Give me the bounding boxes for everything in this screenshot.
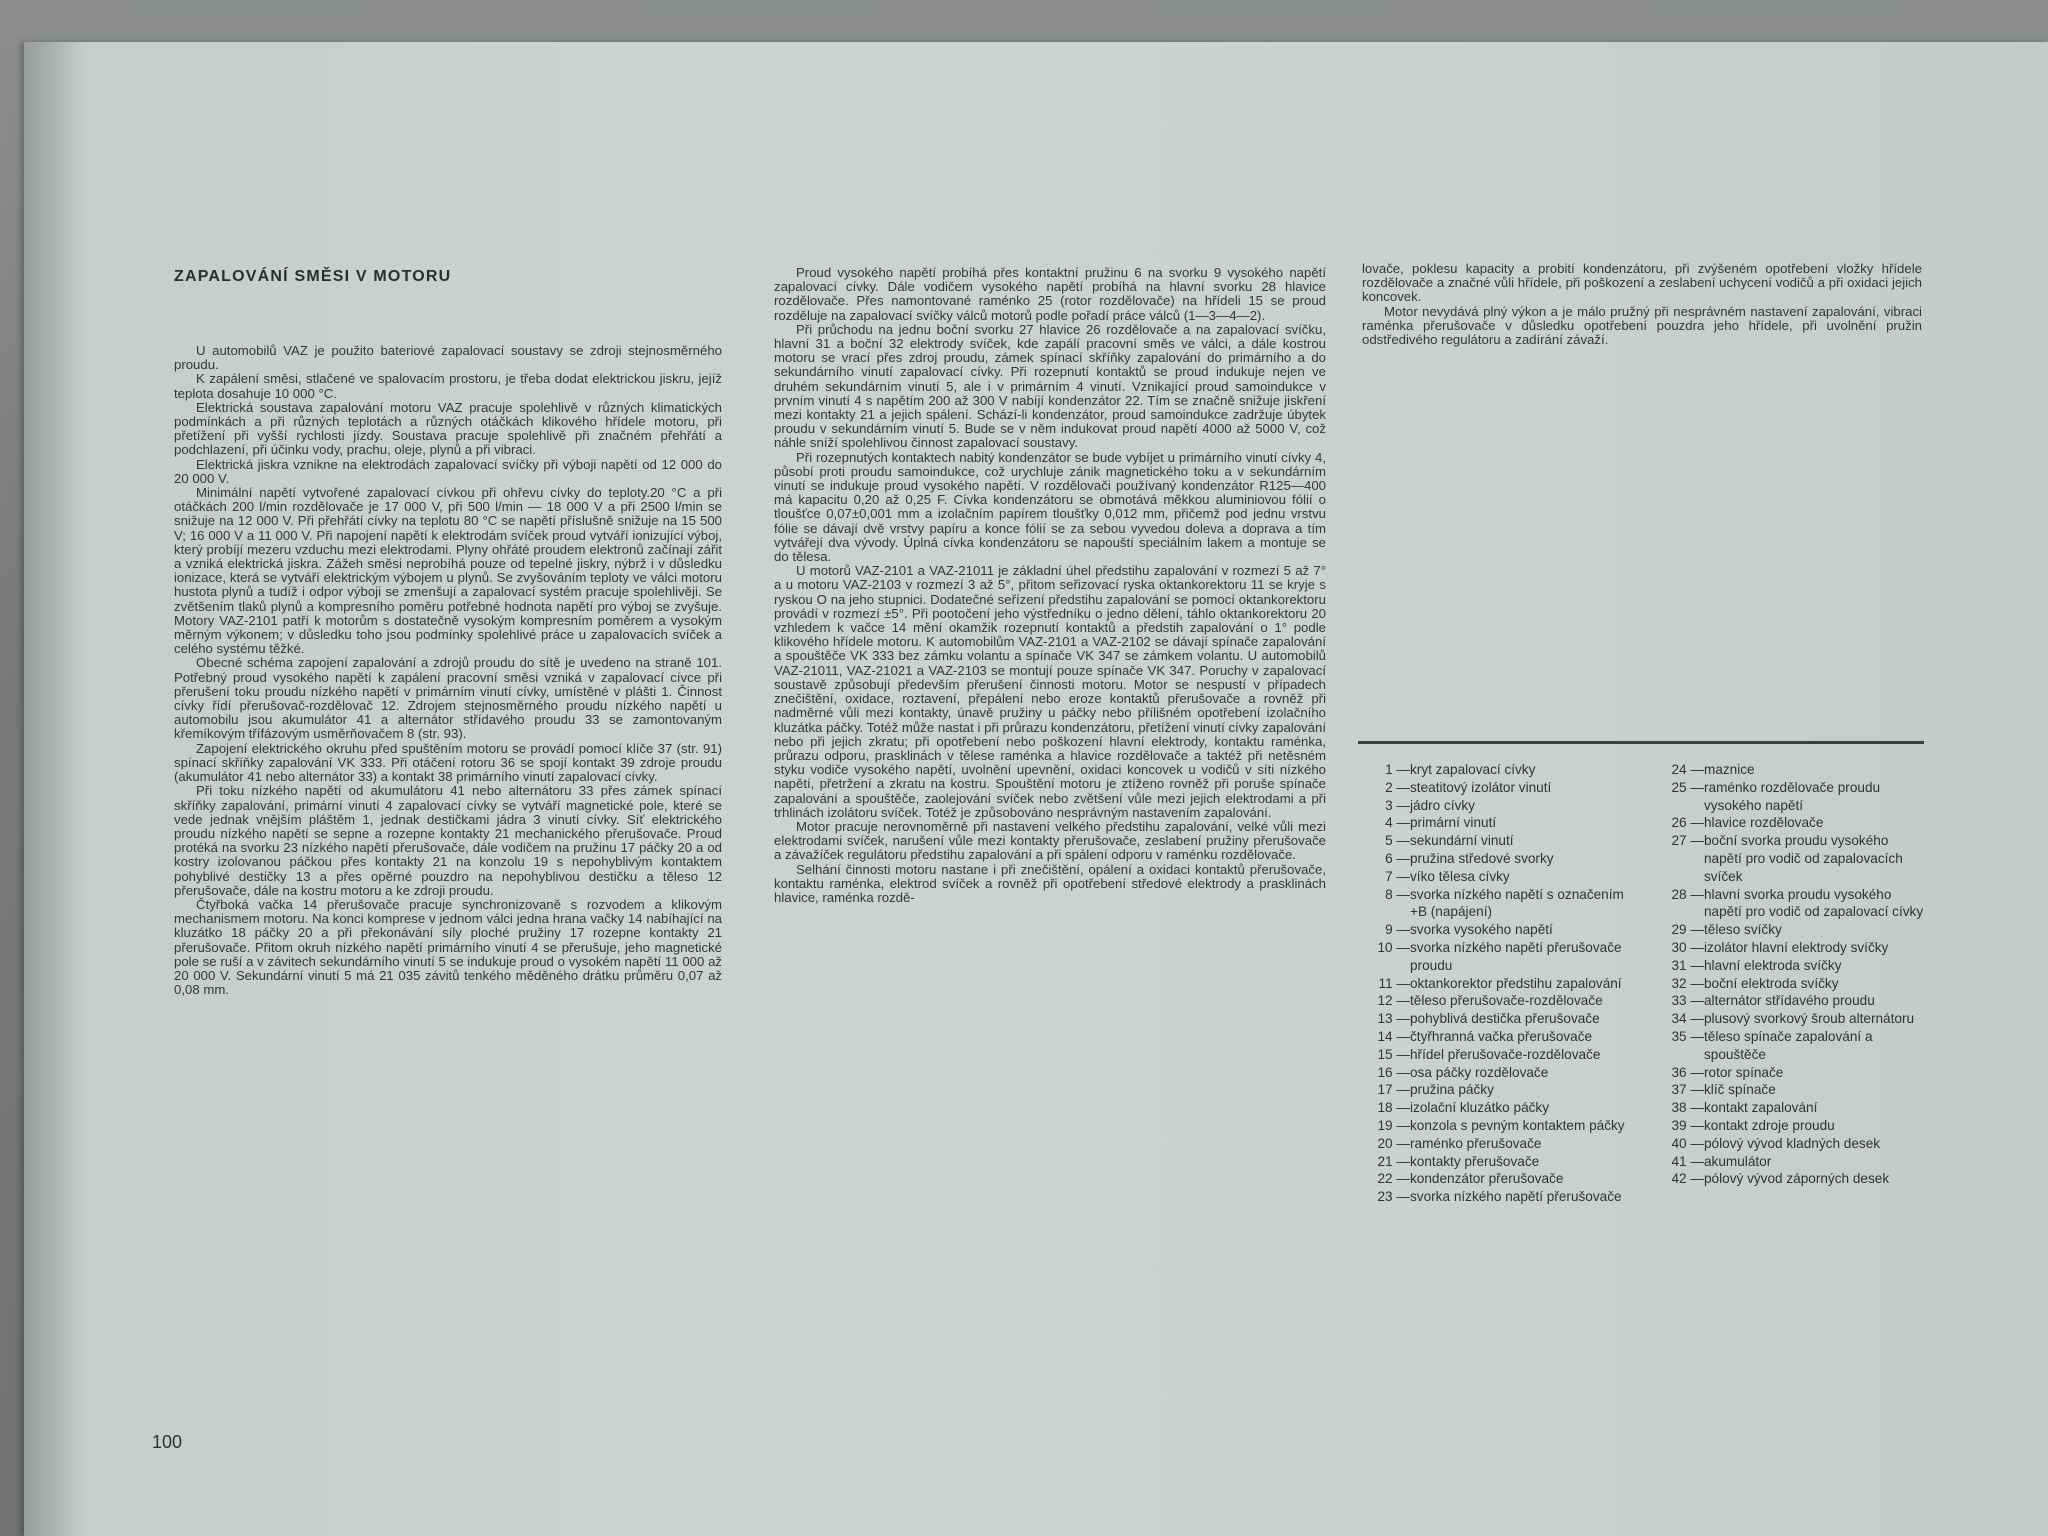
legend-number: 31 —: [1671, 957, 1704, 973]
text-column-3: [1362, 262, 1922, 347]
legend-number: 35 —: [1671, 1028, 1704, 1044]
legend-text: těleso svíčky: [1704, 922, 1782, 938]
legend-number: 34 —: [1671, 1011, 1704, 1027]
legend-text: klíč spínače: [1704, 1082, 1776, 1098]
legend-item: [1652, 1064, 1924, 1082]
legend-text: alternátor střídavého proudu: [1704, 993, 1875, 1009]
legend-text: kondenzátor přerušovače: [1410, 1171, 1564, 1187]
page-title: ZAPALOVÁNÍ SMĚSI V MOTORU: [174, 268, 452, 285]
legend-number: 4 —: [1385, 815, 1410, 831]
legend-item: [1652, 921, 1924, 939]
paragraph: Minimální napětí vytvořené zapalovací cívkou při ohřevu cívky do teploty.20 °C a při otáčkách 200 l/min rozdělovače je 17 000 V, při 500 l/min — 18 000 V a při 2500 l/min se snižuje na 12 000 V. Při přehřátí cívky na teplotu 80 °C se napětí příslušně snižuje na 15 500 V; 16 000 V a 11 000 V. Při napojení napětí k elektrodám svíček proud vytváří ionizující výboj, který probíjí mezeru vzduchu mezi elektrodami. Plyny ohřáté proudem elektronů začínají zářit a vzniká elektrická jiskra. Zážeh směsi neprobíhá pouze od tepelné jiskry, nýbrž i v důsledku ionizace, která se vytváří elektrickým výbojem u plynů. Se zvyšováním teploty ve válci motoru hustota plynů a tudíž i odpor výboji se zmenšují a zapalovací systém pracuje spolehlivěji. Se zvětšením tlaků plynů a kompresního poměru potřebné hodnota napětí pro výboj se zvyšuje. Motory VAZ-2101 patří k motorům s dostatečně vysokým kompresním poměrem a vysokým měrným výkonem; v důsledku toho jsou podmínky spolehlivé práce u zapalovacích svíček a celého systému těžké.: [174, 485, 722, 657]
legend-item: [1358, 1188, 1626, 1206]
legend-text: raménko přerušovače: [1410, 1135, 1542, 1151]
legend-text: jádro cívky: [1410, 797, 1475, 813]
legend-item: [1358, 939, 1626, 975]
legend-item: [1358, 975, 1626, 993]
legend-text: plusový svorkový šroub alternátoru: [1704, 1011, 1915, 1027]
legend-item: [1358, 779, 1626, 797]
legend-number: 5 —: [1385, 833, 1410, 849]
legend-number: 23 —: [1377, 1189, 1410, 1205]
legend-item: [1358, 1170, 1626, 1188]
legend-item: [1652, 1099, 1924, 1117]
page-binding-shadow: [24, 42, 84, 1536]
legend-number: 1 —: [1385, 762, 1410, 777]
legend-number: 10 —: [1377, 939, 1410, 955]
legend-text: hlavní svorka proudu vysokého napětí pro vodič od zapalovací cívky: [1704, 886, 1924, 920]
text-column-1: [174, 344, 722, 997]
legend-item: [1358, 886, 1626, 922]
legend-number: 32 —: [1671, 975, 1704, 991]
legend-item: [1652, 886, 1924, 922]
legend-item: [1652, 814, 1924, 832]
legend-item: [1358, 1028, 1626, 1046]
legend-text: akumulátor: [1704, 1153, 1772, 1169]
legend-item: [1652, 939, 1924, 957]
legend-item: [1358, 761, 1626, 779]
legend-number: 33 —: [1671, 993, 1704, 1009]
paragraph: lovače, poklesu kapacity a probití kondenzátoru, při zvýšeném opotřebení vložky hřídele rozdělovače a značné vůli hřídele, při poškození a zeslabení uchycení vodičů a při oxidaci jejich koncovek.: [1362, 261, 1922, 305]
legend-item: [1358, 1099, 1626, 1117]
legend-text: svorka nízkého napětí přerušovače: [1410, 1189, 1622, 1205]
legend-item: [1652, 832, 1924, 885]
legend-text: hlavní elektroda svíčky: [1704, 957, 1842, 973]
legend-item: [1358, 832, 1626, 850]
paragraph: Při průchodu na jednu boční svorku 27 hlavice 26 rozdělovače a na zapalovací svíčku, hlavní 31 a boční 32 elektrody svíček, kde zapálí pracovní směs ve válci, a dále kostrou motoru se vrací přes zdroj proudu, zámek spínací skříňky zapalování do primárního a do sekundárního vinutí zapalovací cívky. Při rozepnutí kontaktů se proud indukuje nejen ve druhém sekundárním vinutí 5, ale i v primárním 4 vinutí. Vznikající proud samoindukce v prvním vinutí 4 s napětím 200 až 300 V nabíjí kondenzátor 22. Tím se značně snižuje jiskření mezi kontakty 21 a jejich spálení. Schází-li kondenzátor, proud samoindukce zadržuje úbytek proudu v sekundárním vinutí 5. Bude se v něm indukovat proud napětí 4000 až 5000 V, což náhle sníží spolehlivou činnost zapalovací soustavy.: [774, 321, 1326, 451]
paragraph: K zapálení směsi, stlačené ve spalovacím prostoru, je třeba dodat elektrickou jiskru, jejíž teplota dosahuje 10 000 °C.: [174, 371, 722, 401]
legend-item: [1652, 1153, 1924, 1171]
legend-number: 12 —: [1377, 993, 1410, 1009]
legend-item: [1358, 1117, 1626, 1135]
legend-text: čtyřhranná vačka přerušovače: [1410, 1028, 1593, 1044]
paragraph: Proud vysokého napětí probíhá přes kontaktní pružinu 6 na svorku 9 vysokého napětí zapalovací cívky. Dále vodičem vysokého napětí probíhá na hlavní svorku 28 hlavice rozdělovače. Přes namontované raménko 25 (rotor rozdělovače) na hřídeli 15 se proud rozděluje na zapalovací svíčky válců motorů podle pořadí práce válců (1—3—4—2).: [774, 265, 1326, 323]
legend-item: [1652, 779, 1924, 815]
paragraph: Čtyřboká vačka 14 přerušovače pracuje synchronizovaně s rozvodem a klikovým mechanismem motoru. Na konci komprese v jednom válci jedna hrana vačky 14 nabíhající na kluzátko 18 páčky 20 a při překonávání síly ploché pružiny 17 rozepne kontakty 21 přerušovače. Přitom okruh nízkého napětí primárního vinutí 4 se přerušuje, jeho magnetické pole se ruší a v závitech sekundárního vinutí 5 se indukuje proud o vysokém napětí 11 000 až 20 000 V. Sekundární vinutí 5 má 21 035 závitů tenkého měděného drátku průměru 0,07 až 0,08 mm.: [174, 896, 722, 998]
paragraph: Zapojení elektrického okruhu před spuštěním motoru se provádí pomocí klíče 37 (str. 91) spínací skříňky zapalování VK 333. Při otáčení rotoru 36 se spojí kontakt 39 zdroje proudu (akumulátor 41 nebo alternátor 33) a kontakt 38 primárního vinutí zapalovací cívky.: [174, 740, 722, 785]
page-number: 100: [152, 1432, 183, 1452]
legend-list-right: [1652, 761, 1924, 1188]
legend-number: 15 —: [1377, 1046, 1410, 1062]
paragraph: U motorů VAZ-2101 a VAZ-21011 je základní úhel předstihu zapalování v rozmezí 5 až 7° a u motoru VAZ-2103 v rozmezí 3 až 5°, přitom seřizovací ryska oktankorektoru 11 se kryje s ryskou O na jeho stupnici. Dodatečné seřízení předstihu zapalování se pomocí oktankorektoru provádí v rozmezí ±5°. Při pootočení jeho výstředníku o jedno dělení, táhlo oktankorektoru 20 vzhledem k vačce 14 mění okamžik rozepnutí kontaktů a předstih zapalování o 1° podle klikového hřídele motoru. K automobilům VAZ-2101 a VAZ-2102 se dávají spínače zapalování a spouštěče VK 333 bez zámku volantu a spínače VK 347 se zámkem volantu. U automobilů VAZ-21011, VAZ-21021 a VAZ-2103 se montují pouze spínače VK 347. Poruchy v zapalovací soustavě způsobují především přerušení činnosti motoru. Motor se nespustí v případech znečištění, oxidace, roztavení, přepálení nebo eroze kontaktů přerušovače a rovněž při nadměrné vůli mezi kontakty, únavě pružiny u páčky nebo přílišném opotřebení izolačního kluzátka páčky. Totéž může nastat i při průrazu kondenzátoru, přetížení vinutí cívky zapalování nebo při jejich zkratu; při opotřebení nebo poškození hlavní elektrody, kontaktu raménka, průrazu odporu, prasklinách v tělese raménka a hlavice rozdělovače a taktéž při netěsném styku vodiče vysokého napětí, uvolnění upevnění, oxidaci koncovek u vodičů v síti nízkého napětí, přetržení a zkratu na kostru. Spouštění motoru je ztíženo rovněž při poruše spínače zapalování a spouštěče, zaolejování svíček nebo zvětšení vůle mezi jejich elektrodami a při trhlinách izolátoru svíček. Totéž je způsobováno nesprávným nastavením zapalování.: [774, 563, 1326, 820]
legend-number: 18 —: [1377, 1100, 1410, 1116]
legend-number: 8 —: [1385, 886, 1410, 902]
legend-number: 3 —: [1385, 797, 1410, 813]
legend-number: 37 —: [1671, 1082, 1704, 1098]
legend-text: boční elektroda svíčky: [1704, 975, 1839, 991]
legend-item: [1358, 850, 1626, 868]
legend-text: pružina páčky: [1410, 1082, 1494, 1098]
legend-number: 25 —: [1671, 779, 1704, 795]
legend-number: 19 —: [1377, 1117, 1410, 1133]
legend-number: 29 —: [1671, 922, 1704, 938]
legend-number: 17 —: [1377, 1082, 1410, 1098]
legend-text: hlavice rozdělovače: [1704, 815, 1824, 831]
legend-list-left: [1358, 761, 1626, 1206]
legend-item: [1652, 1170, 1924, 1188]
legend-number: 28 —: [1671, 886, 1704, 902]
legend-number: 26 —: [1671, 815, 1704, 831]
legend-item: [1358, 868, 1626, 886]
legend-text: sekundární vinutí: [1410, 833, 1514, 849]
legend-number: 9 —: [1385, 922, 1410, 938]
legend-text: rotor spínače: [1704, 1064, 1784, 1080]
legend-text: těleso spínače zapalování a spouštěče: [1704, 1028, 1873, 1062]
legend-text: kontakty přerušovače: [1410, 1153, 1540, 1169]
legend-number: 16 —: [1377, 1064, 1410, 1080]
legend-item: [1358, 992, 1626, 1010]
legend-number: 7 —: [1385, 868, 1410, 884]
legend-number: 39 —: [1671, 1117, 1704, 1133]
legend-number: 27 —: [1671, 833, 1704, 849]
legend-text: izolátor hlavní elektrody svíčky: [1704, 939, 1889, 955]
legend-item: [1652, 1010, 1924, 1028]
legend-text: pólový vývod kladných desek: [1704, 1135, 1881, 1151]
legend-item: [1358, 797, 1626, 815]
legend-text: pólový vývod záporných desek: [1704, 1171, 1890, 1187]
legend-item: [1358, 1081, 1626, 1099]
legend-number: 2 —: [1385, 779, 1410, 795]
legend-text: maznice: [1704, 762, 1755, 777]
legend-item: [1358, 1064, 1626, 1082]
legend-item: [1652, 1135, 1924, 1153]
legend-number: 41 —: [1671, 1153, 1704, 1169]
legend-item: [1358, 1153, 1626, 1171]
paragraph: Elektrická soustava zapalování motoru VAZ pracuje spolehlivě v různých klimatických podmínkách a při různých teplotách a různých otáčkách klikového hřídele motoru, při přetížení při vyšší rychlosti jízdy. Soustava pracuje spolehlivě při značném přehřátí a podchlazení, při účinku vody, prachu, oleje, plynů a při vibraci.: [174, 399, 722, 458]
legend-item: [1358, 1135, 1626, 1153]
legend-text: svorka vysokého napětí: [1410, 922, 1553, 938]
legend-number: 40 —: [1671, 1135, 1704, 1151]
legend-item: [1652, 1028, 1924, 1064]
legend-text: primární vinutí: [1410, 815, 1497, 831]
legend-text: raménko rozdělovače proudu vysokého napětí: [1704, 779, 1881, 813]
paragraph: Elektrická jiskra vznikne na elektrodách zapalovací svíčky při výboji napětí od 12 000 do 20 000 V.: [174, 456, 722, 486]
legend-number: 11 —: [1378, 975, 1410, 991]
legend-number: 24 —: [1671, 762, 1704, 777]
legend-item: [1358, 1046, 1626, 1064]
legend-number: 36 —: [1671, 1064, 1704, 1080]
legend-number: 38 —: [1671, 1100, 1704, 1116]
legend-text: svorka nízkého napětí přerušovače proudu: [1410, 939, 1622, 973]
legend-item: [1652, 992, 1924, 1010]
text-column-2: [774, 266, 1326, 905]
legend-divider: [1358, 741, 1924, 744]
legend-text: pružina středové svorky: [1410, 850, 1554, 866]
legend-text: kryt zapalovací cívky: [1410, 762, 1536, 777]
legend-item: [1652, 957, 1924, 975]
legend-text: hřídel přerušovače-rozdělovače: [1410, 1046, 1601, 1062]
legend-number: 22 —: [1377, 1171, 1410, 1187]
legend-number: 14 —: [1377, 1028, 1410, 1044]
legend-text: izolační kluzátko páčky: [1410, 1100, 1550, 1116]
legend-text: svorka nízkého napětí s označením +B (napájení): [1410, 886, 1624, 920]
paragraph: Obecné schéma zapojení zapalování a zdrojů proudu do sítě je uvedeno na straně 101. Potřebný proud vysokého napětí k zapálení pracovní směsi vzniká v zapalovací cívce při přerušení toku proudu nízkého napětí v primárním vinutí cívky, umístěné v plášti 1. Činnost cívky řídí přerušovač-rozdělovač 12. Zdrojem stejnosměrného proudu nízkého napětí u automobilu jsou akumulátor 41 a alternátor střídavého proudu 33 se zamontovaným křemíkovým třífázovým usměrňovačem 8 (str. 93).: [174, 655, 722, 742]
legend-item: [1652, 761, 1924, 779]
legend-item: [1652, 975, 1924, 993]
legend-text: těleso přerušovače-rozdělovače: [1410, 993, 1603, 1009]
legend-text: víko tělesa cívky: [1410, 868, 1510, 884]
paragraph: Selhání činnosti motoru nastane i při znečištění, opálení a oxidaci kontaktů přerušovače, kontaktu raménka, elektrod svíček a rovněž při opotřebení středové elektrody a prasklinách hlavice, raménka rozdě-: [774, 861, 1326, 905]
legend-item: [1358, 1010, 1626, 1028]
legend-number: 21 —: [1377, 1153, 1410, 1169]
legend-text: kontakt zdroje proudu: [1704, 1117, 1835, 1133]
legend-item: [1652, 1081, 1924, 1099]
legend-item: [1652, 1117, 1924, 1135]
legend-text: kontakt zapalování: [1704, 1100, 1818, 1116]
paragraph: U automobilů VAZ je použito bateriové zapalovací soustavy se zdroji stejnosměrného proudu.: [174, 343, 722, 373]
paragraph: Motor nevydává plný výkon a je málo pružný při nesprávném nastavení zapalování, vibraci raménka přerušovače v důsledku opotřebení pouzdra jeho hřídele, při uvolnění pružin odstředivého regulátoru a zadírání závaží.: [1362, 303, 1922, 348]
legend-text: konzola s pevným kontaktem páčky: [1410, 1117, 1625, 1133]
legend-text: boční svorka proudu vysokého napětí pro vodič od zapalovacích svíček: [1704, 833, 1903, 884]
paragraph: Při toku nízkého napětí od akumulátoru 41 nebo alternátoru 33 přes zámek spínací skříňky zapalování, primární vinutí 4 zapalovací cívky se vytváří magnetické pole, které se vede jednak vnějším pláštěm 1, jednak destičkami jádra 3 vinutí cívky. Síť elektrického proudu nízkého napětí se sepne a rozepne kontakty 21 mechanického přerušovače. Proud protéká na svorku 23 nízkého napětí přerušovače, dále vodičem na pružinu 17 páčky 20 a od kostry izolovanou páčkou přes kontakty 21 na konzolu 19 s nepohyblivým kontaktem pohyblivé destičky 13 a přes opěrné pouzdro na nepohyblivou destičku a těleso 12 přerušovače, dále na kostru motoru a ke zdroji proudu.: [174, 783, 722, 898]
paragraph: Při rozepnutých kontaktech nabitý kondenzátor se bude vybíjet u primárního vinutí cívky 4, působí proti proudu samoindukce, což urychluje zánik magnetického toku a v sekundárním vinutí se indukuje proud vysokého napětí. V rozdělovači používaný kondenzátor R125—400 má kapacitu 0,20 až 0,25 F. Cívka kondenzátoru se obmotává měkkou aluminiovou fólií o tloušťce 0,07±0,001 mm a izolačním papírem tloušťky 0,012 mm, přičemž pod jednu vrstvu fólie se dávají dvě vrstvy papíru a konce fólií se za sebou vyvedou doleva a doprava a tím vytvářejí dva vývody. Úplná cívka kondenzátoru se napouští speciálním lakem a montuje se do tělesa.: [774, 449, 1326, 565]
legend-text: steatitový izolátor vinutí: [1410, 779, 1552, 795]
legend-item: [1358, 814, 1626, 832]
legend-text: osa páčky rozdělovače: [1410, 1064, 1549, 1080]
legend-number: 6 —: [1385, 850, 1410, 866]
legend-text: pohyblivá destička přerušovače: [1410, 1011, 1600, 1027]
legend-text: oktankorektor předstihu zapalování: [1410, 975, 1622, 991]
legend-number: 30 —: [1671, 939, 1704, 955]
legend-number: 20 —: [1377, 1135, 1410, 1151]
legend-number: 13 —: [1377, 1011, 1410, 1027]
legend-number: 42 —: [1671, 1171, 1704, 1187]
legend-item: [1358, 921, 1626, 939]
paragraph: Motor pracuje nerovnoměrně při nastavení velkého předstihu zapalování, velké vůli mezi elektrodami svíček, narušení vůle mezi kontakty přerušovače, zeslabení pružiny přerušovače a závažíček regulátoru předstihu zapalování a při spálení odporu v raménku rozdělovače.: [774, 818, 1326, 863]
